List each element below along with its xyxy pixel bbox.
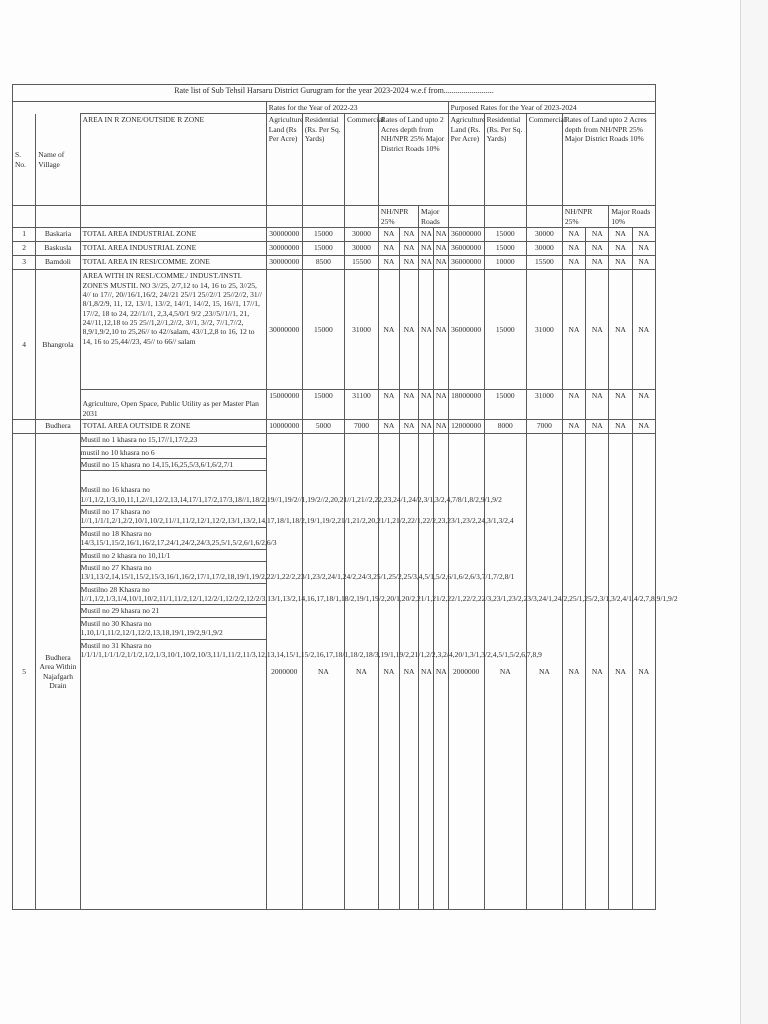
khasra-entry: Mustil no 15 khasra no 14,15,16,25,5/3,6/1,6/2,7/1: [81, 459, 266, 471]
header-village: Name of Village: [36, 114, 80, 206]
row-res: 15000: [302, 242, 344, 256]
row-na: NA: [562, 270, 585, 390]
row-na: NA: [632, 390, 655, 420]
row-na: NA: [562, 434, 585, 910]
row-res: 15000: [302, 228, 344, 242]
row-res-new: 8000: [484, 420, 526, 434]
row-res: 15000: [302, 390, 344, 420]
row-agri-new: 18000000: [448, 390, 484, 420]
period-old-header: Rates for the Year of 2022-23: [266, 102, 448, 114]
header-comm-new: Commercial: [526, 114, 562, 206]
row-agri: 10000000: [266, 420, 302, 434]
khasra-entry: Mustil no 2 khasra no 10,11/1: [81, 550, 266, 562]
row-agri: 30000000: [266, 270, 302, 390]
row-comm-new: 30000: [526, 242, 562, 256]
row-agri: 2000000: [266, 434, 302, 910]
row-comm: 15500: [345, 256, 379, 270]
rate-list-table: [12, 84, 678, 910]
header-agri: Agriculture Land (Rs Per Acre): [266, 114, 302, 206]
row-village: Budhera: [36, 420, 80, 434]
row-area: TOTAL AREA IN RESI/COMME. ZONE: [80, 256, 266, 270]
khasra-entry: Mustil no 1 khasra no 15,17//1,17/2,23: [81, 434, 266, 446]
row-comm: NA: [345, 434, 379, 910]
row-na: NA: [586, 242, 609, 256]
khasra-entry: Mustil no 30 Khasra no 1,10,1/1,11/2,12/1,12/2,13,18,19/1,19/2,9/1,9/2: [81, 618, 266, 640]
row-area: TOTAL AREA INDUSTRIAL ZONE: [80, 242, 266, 256]
row-na: NA: [400, 270, 419, 390]
row-na: NA: [562, 242, 585, 256]
header-res: Residential (Rs. Per Sq. Yards): [302, 114, 344, 206]
row-na: NA: [562, 420, 585, 434]
row-na: NA: [400, 256, 419, 270]
row-res: NA: [302, 434, 344, 910]
row-na: NA: [419, 270, 434, 390]
row-agri-new: 36000000: [448, 256, 484, 270]
row-na: NA: [378, 434, 399, 910]
row-agri: 30000000: [266, 242, 302, 256]
row-agri-new: 12000000: [448, 420, 484, 434]
row-sno: 5: [13, 434, 36, 910]
row-village: Bamdoli: [36, 256, 80, 270]
subheader-major-roads: Major Roads: [419, 206, 449, 228]
row-agri: 30000000: [266, 256, 302, 270]
row-comm: 31100: [345, 390, 379, 420]
table-row: [13, 270, 656, 390]
table-row: [13, 420, 656, 434]
row-na: NA: [433, 228, 448, 242]
row-na: NA: [400, 228, 419, 242]
row-sno: 4: [13, 270, 36, 420]
row-na: NA: [419, 420, 434, 434]
row-na: NA: [433, 390, 448, 420]
row-na: NA: [400, 420, 419, 434]
row-res-new: 15000: [484, 228, 526, 242]
row-na: NA: [433, 270, 448, 390]
table-row: [13, 256, 656, 270]
row-village: Bhangrola: [36, 270, 80, 420]
row-na: NA: [609, 420, 632, 434]
row-na: NA: [562, 390, 585, 420]
row-na: NA: [609, 390, 632, 420]
row-agri: 30000000: [266, 228, 302, 242]
row-res-new: 15000: [484, 390, 526, 420]
row-na: NA: [586, 434, 609, 910]
row-na: NA: [609, 256, 632, 270]
row-na: NA: [609, 434, 632, 910]
row-res: 5000: [302, 420, 344, 434]
row-na: NA: [378, 420, 399, 434]
row-na: NA: [433, 434, 448, 910]
table-row: [13, 228, 656, 242]
row-na: NA: [632, 270, 655, 390]
row-res: 15000: [302, 270, 344, 390]
row-na: NA: [609, 228, 632, 242]
subheader-major-roads-new: Major Roads 10%: [609, 206, 656, 228]
row-na: NA: [433, 256, 448, 270]
row-na: NA: [400, 390, 419, 420]
row-na: NA: [433, 420, 448, 434]
row-comm: 30000: [345, 242, 379, 256]
row-na: NA: [609, 270, 632, 390]
row-na: NA: [562, 228, 585, 242]
row-comm: 31000: [345, 270, 379, 390]
table-row: [13, 434, 656, 910]
khasra-entry: mustil no 10 khasra no 6: [81, 447, 266, 459]
subheader-nhnpr: NH/NPR 25%: [378, 206, 418, 228]
row-na: NA: [632, 420, 655, 434]
table-title: Rate list of Sub Tehsil Harsaru District Gurugram for the year 2023-2024 w.e.f from.........................: [13, 85, 656, 102]
row-na: NA: [419, 390, 434, 420]
row-res-new: 15000: [484, 270, 526, 390]
row-na: NA: [400, 434, 419, 910]
row-res: 8500: [302, 256, 344, 270]
row-comm-new: 31000: [526, 390, 562, 420]
row-area: TOTAL AREA OUTSIDE R ZONE: [80, 420, 266, 434]
row-comm: 7000: [345, 420, 379, 434]
row-na: NA: [586, 420, 609, 434]
table-row: [13, 242, 656, 256]
row-comm-new: 15500: [526, 256, 562, 270]
table-row: [13, 390, 656, 420]
khasra-entry: Mustil no 31 Khasra no 1/1/1/1,1/1/1/2,1/1/2,1/2,1/3,10/1,10/2,10/3,11/1,11/2,11/3,12,13,14,15/1,15/2,16,17,18/1,18/2,18/3,19/1,19/2,21/1,2/2,3,2/4,20/1,3/1,3/2,4,5/1,5/2,6,7,8,9: [80, 640, 542, 659]
header-comm: Commercial: [345, 114, 379, 206]
khasra-entry: Mustil no 17 khasra no 1//1,1/1/1,2/1,2/2,10/1,10/2,11//1,11/2,12/1,12/2,13/1,13/2,14,17,18/1,18/2,19/1,19/2,21/1,21/2,20,21/1,21/2,22/1,22/2,23,23/1,23/2,24,3/1,3/2,4: [81, 506, 266, 528]
header-sno: S. No.: [13, 114, 36, 206]
row-area: AREA WITH IN RESI./COMME./ INDUST./INSTI. ZONE'S MUSTIL NO 3//25, 2/7,12 to 14, 16 to 25, 3//25, 4// to 17//, 20//16/1,16/2, 24//21 25//1 25//2//1 25//2//2, 31// 8/1,8/2/9, 11, 12, 13//1, 13//2, 14//1, 14//2, 15, 16//1, 17//1, 17//2, 18 to 24, 22//1//1, 2,3,4,5/0/1 9/2 ,23//5//1//1, 21, 24//11,12,18 to 25 25//1,2//1,2//2, 3//1, 3//2, 7//1,7//2, 8,9/1,9/2,10 to 25,26// to 42//salam, 43//1,2,8 to 16, 12 to 14, 16 to 25,44//23, 45// to 66// salam: [80, 270, 266, 390]
row-na: NA: [378, 390, 399, 420]
row-na: NA: [609, 242, 632, 256]
row-na: NA: [419, 256, 434, 270]
khasra-entry: Mustil no 27 Khasra no 13/1,13/2,14,15/1,15/2,15/3,16/1,16/2,17/1,17/2,18,19/1,19/2,22/1,22/2,23/1,23/2,24/1,24/2,24/3,25/1,25/2,25/3,4,5/1,5/2,6/1,6/2,6/3,7/1,7/2,8/1: [81, 562, 266, 584]
header-agri-new: Agriculture Land (Rs. Per Acre): [448, 114, 484, 206]
khasra-entry: Mustil no 18 Khasra no 14/3,15/1,15/2,16/1,16/2,17,24/1,24/2,24/3,25,5/1,5/2,6/1,6/2,6/3: [81, 528, 266, 550]
row-sno: 1: [13, 228, 36, 242]
row-na: NA: [419, 228, 434, 242]
row-village: Baskaria: [36, 228, 80, 242]
period-new-header: Purposed Rates for the Year of 2023-2024: [448, 102, 655, 114]
header-res-new: Residential (Rs. Per Sq. Yards): [484, 114, 526, 206]
row-comm-new: 30000: [526, 228, 562, 242]
row-agri-new: 36000000: [448, 242, 484, 256]
row-comm-new: 7000: [526, 420, 562, 434]
header-area: AREA IN R ZONE/OUTSIDE R ZONE: [80, 114, 266, 206]
row-agri-new: 2000000: [448, 434, 484, 910]
row-area: Agriculture, Open Space, Public Utility as per Master Plan 2031: [80, 390, 266, 420]
row-res-new: 10000: [484, 256, 526, 270]
row-agri-new: 36000000: [448, 228, 484, 242]
row-na: NA: [400, 242, 419, 256]
row-na: NA: [632, 434, 655, 910]
subheader-nhnpr-new: NH/NPR 25%: [562, 206, 609, 228]
row-na: NA: [562, 256, 585, 270]
row-na: NA: [419, 242, 434, 256]
row-res-new: 15000: [484, 242, 526, 256]
khasra-entry: Mustil no 29 khasra no 21: [81, 605, 266, 617]
row-agri: 15000000: [266, 390, 302, 420]
row-comm-new: NA: [526, 434, 562, 910]
row-na: NA: [378, 242, 399, 256]
row-sno: 2: [13, 242, 36, 256]
row-village: Budhera Area Within Najafgarh Drain: [36, 434, 80, 910]
row-na: NA: [378, 228, 399, 242]
row-na: NA: [586, 228, 609, 242]
row-sno: 3: [13, 256, 36, 270]
row-agri-new: 36000000: [448, 270, 484, 390]
row-na: NA: [632, 256, 655, 270]
header-two-acres: Rates of Land upto 2 Acres depth from NH/NPR 25% Major District Roads 10%: [378, 114, 448, 206]
row-comm: 30000: [345, 228, 379, 242]
row-na: NA: [586, 256, 609, 270]
row-na: NA: [419, 434, 434, 910]
row-area: TOTAL AREA INDUSTRIAL ZONE: [80, 228, 266, 242]
row-na: NA: [378, 270, 399, 390]
row-na: NA: [586, 270, 609, 390]
header-two-acres-new: Rates of Land upto 2 Acres depth from NH/NPR 25% Major District Roads 10%: [562, 114, 655, 206]
khasra-entry: Mustil no 16 khasra no 1//1,1/2,1/3,10,11,1,2//1,12/2,13,14,17/1,17/2,17/3,18//1,18/2,19//1,19/2//1,19/2//2,20,21//1,21//2,22,23,24/1,24/2,3/1,3/2,4,7/8/1,8/2,9/1,9/2: [81, 471, 266, 506]
row-na: NA: [632, 228, 655, 242]
row-village: Baskusla: [36, 242, 80, 256]
row-comm-new: 31000: [526, 270, 562, 390]
row-na: NA: [378, 256, 399, 270]
row-na: NA: [433, 242, 448, 256]
row-na: NA: [586, 390, 609, 420]
row-res-new: NA: [484, 434, 526, 910]
row-na: NA: [632, 242, 655, 256]
khasra-entry: Mustilno 28 Khasra no 1//1,1/2,1/3,1/4,10/1,10/2,11/1,11/2,12/1,12/2/1,12/2/2,12/2/3,13/1,13/2,14,16,17,18/1,18/2,19/1,19/2,20/1,20/2,21/1,21/2,22/1,22/2,22/3,23/1,23/2,23/3,24/1,24/2,25/1,25/2,3/1,3/2,4/1,4/2,7,8,9/1,9/2: [81, 584, 266, 606]
